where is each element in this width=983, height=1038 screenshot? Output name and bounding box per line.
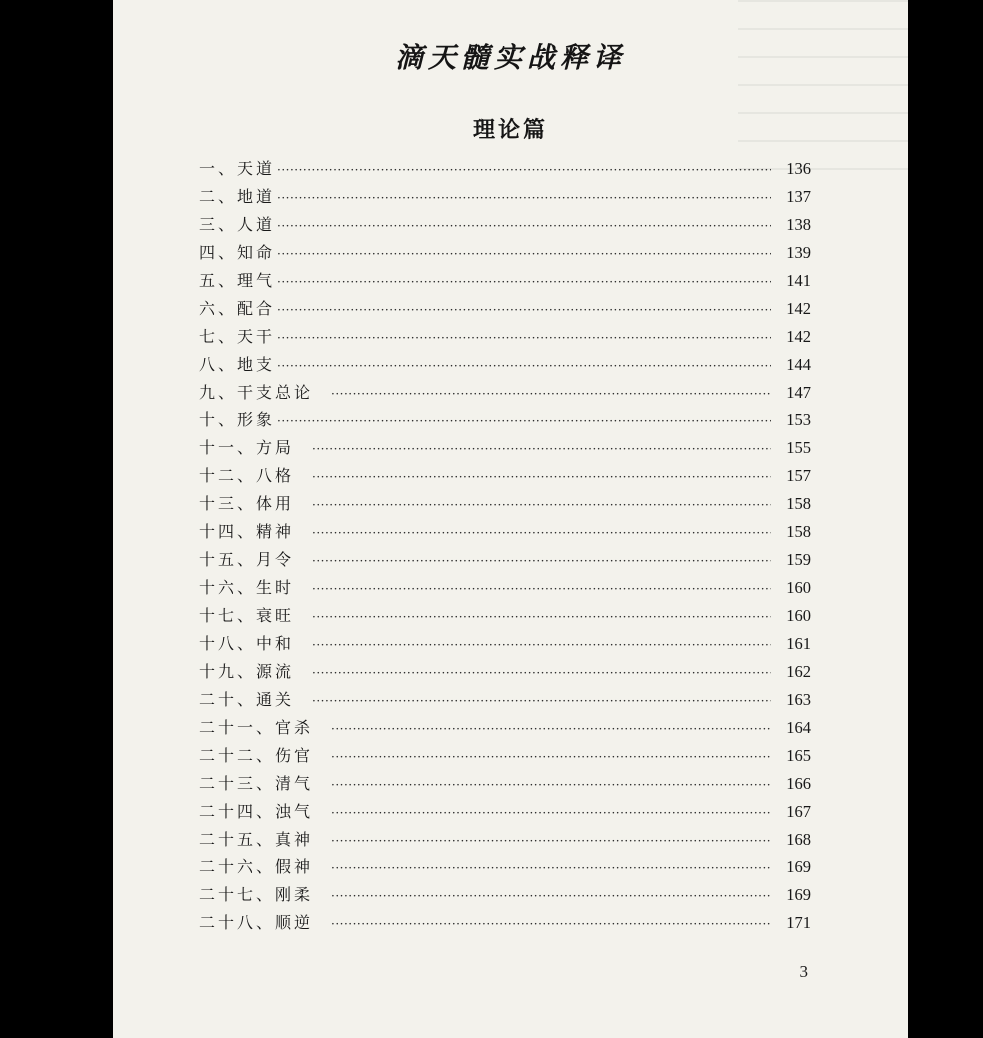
toc-entry-page: 136 — [786, 159, 811, 178]
toc-entry — [199, 715, 811, 743]
toc-entry-page: 158 — [786, 522, 811, 542]
toc-entry-page: 168 — [786, 829, 811, 849]
toc-entry-label: 十五、月令 — [199, 550, 295, 570]
toc-entry — [199, 212, 811, 240]
toc-entry — [199, 240, 811, 268]
toc-entry-page: 147 — [786, 382, 811, 402]
toc-entry-label: 三、人道 — [199, 214, 276, 234]
dot-leader — [277, 247, 771, 261]
toc-entry — [199, 324, 811, 352]
dot-leader — [277, 219, 771, 233]
toc-entry — [199, 910, 811, 938]
toc-entry-page: 169 — [786, 885, 811, 905]
toc-entry-label: 二十三、清气 — [199, 773, 314, 793]
toc-entry-page: 137 — [786, 186, 811, 206]
dot-leader — [331, 889, 771, 903]
toc-entry-label: 十四、精神 — [199, 522, 295, 542]
toc-entry — [199, 491, 811, 519]
toc-entry — [199, 854, 811, 882]
dot-leader — [277, 163, 771, 177]
toc-entry-page: 139 — [786, 242, 811, 262]
toc-entry-label: 十一、方局 — [199, 438, 295, 458]
toc-entry-page: 141 — [786, 270, 811, 290]
toc-entry-label: 四、知命 — [199, 242, 276, 262]
dot-leader — [312, 498, 771, 512]
toc-entry-page: 138 — [786, 214, 811, 234]
toc-entry — [199, 631, 811, 659]
toc-entry-label: 十六、生时 — [199, 578, 295, 598]
toc-entry — [199, 463, 811, 491]
dot-leader — [312, 554, 771, 568]
toc-entry-label: 二十六、假神 — [199, 857, 314, 877]
dot-leader — [312, 694, 771, 708]
toc-entry-page: 171 — [786, 913, 811, 933]
toc-entry-label: 七、天干 — [199, 326, 276, 346]
toc-entry-label: 十八、中和 — [199, 633, 295, 653]
toc-entry-page: 161 — [786, 633, 811, 653]
toc-entry — [199, 296, 811, 324]
toc-entry-label: 二十二、伤官 — [199, 745, 314, 765]
toc-entry-page: 169 — [786, 857, 811, 877]
dot-leader — [331, 778, 771, 792]
toc-entry-page: 160 — [786, 606, 811, 625]
dot-leader — [277, 191, 771, 205]
toc-entry-label: 十七、衰旺 — [199, 606, 295, 625]
toc-entry-page: 157 — [786, 466, 811, 486]
toc-entry — [199, 352, 811, 380]
toc-entry-page: 155 — [786, 438, 811, 458]
toc-entry-label: 九、干支总论 — [199, 382, 314, 402]
toc-entry-label: 二十五、真神 — [199, 829, 314, 849]
toc-entry — [199, 156, 811, 184]
toc-entry-label: 二、地道 — [199, 186, 276, 206]
dot-leader — [331, 834, 771, 848]
dot-leader — [331, 387, 771, 401]
toc-entry-label: 二十、通关 — [199, 689, 295, 709]
dot-leader — [277, 275, 771, 289]
toc-entry — [199, 575, 811, 603]
dot-leader — [312, 666, 771, 680]
toc-entry-page: 142 — [786, 298, 811, 318]
toc-entry-label: 六、配合 — [199, 298, 276, 318]
dot-leader — [277, 414, 771, 428]
toc-entry-label: 十二、八格 — [199, 466, 295, 486]
dot-leader — [312, 442, 771, 456]
toc-entry — [199, 407, 811, 435]
dot-leader — [331, 861, 771, 875]
dot-leader — [277, 359, 771, 373]
toc-entry — [199, 519, 811, 547]
toc-entry-label: 二十七、刚柔 — [199, 885, 314, 905]
toc-entry — [199, 687, 811, 715]
toc-entry — [199, 659, 811, 687]
toc-entry — [199, 435, 811, 463]
toc-entry — [199, 882, 811, 910]
toc-entry-page: 144 — [786, 354, 811, 374]
table-of-contents — [199, 156, 811, 938]
toc-entry-label: 二十一、官杀 — [199, 717, 314, 737]
dot-leader — [277, 303, 771, 317]
book-page — [113, 0, 908, 1038]
toc-entry — [199, 827, 811, 855]
toc-entry-page: 158 — [786, 494, 811, 514]
book-title: 滴天髓实战释译 — [394, 41, 626, 74]
toc-entry-page: 142 — [786, 326, 811, 346]
toc-entry — [199, 771, 811, 799]
dot-leader — [312, 638, 771, 652]
toc-entry — [199, 547, 811, 575]
dot-leader — [312, 610, 771, 624]
dot-leader — [331, 917, 771, 931]
toc-entry-page: 162 — [786, 661, 811, 681]
dot-leader — [312, 582, 771, 596]
dot-leader — [331, 750, 771, 764]
toc-entry-page: 165 — [786, 745, 811, 765]
toc-entry-label: 十三、体用 — [199, 494, 295, 514]
toc-entry-page: 163 — [786, 689, 811, 709]
toc-entry — [199, 743, 811, 771]
toc-entry-page: 167 — [786, 801, 811, 821]
toc-entry-page: 153 — [786, 410, 811, 430]
toc-entry-page: 166 — [786, 773, 811, 793]
section-title: 理论篇 — [472, 117, 548, 143]
toc-entry — [199, 799, 811, 827]
toc-entry — [199, 380, 811, 408]
dot-leader — [312, 470, 771, 484]
toc-entry-page: 164 — [786, 717, 811, 737]
toc-entry-page: 159 — [786, 550, 811, 570]
page-number: 3 — [799, 962, 808, 981]
toc-entry-page: 160 — [786, 578, 811, 598]
toc-entry-label: 十、形象 — [199, 410, 276, 430]
toc-entry-label: 五、理气 — [199, 270, 276, 290]
dot-leader — [331, 806, 771, 820]
toc-entry-label: 二十四、浊气 — [199, 801, 314, 821]
toc-entry — [199, 184, 811, 212]
dot-leader — [312, 526, 771, 540]
toc-entry-label: 二十八、顺逆 — [199, 913, 314, 933]
dot-leader — [277, 331, 771, 345]
dot-leader — [331, 722, 771, 736]
toc-entry — [199, 603, 811, 631]
toc-entry-label: 十九、源流 — [199, 661, 295, 681]
toc-entry-label: 八、地支 — [199, 354, 276, 374]
toc-entry — [199, 268, 811, 296]
toc-entry-label: 一、天道 — [199, 159, 276, 178]
